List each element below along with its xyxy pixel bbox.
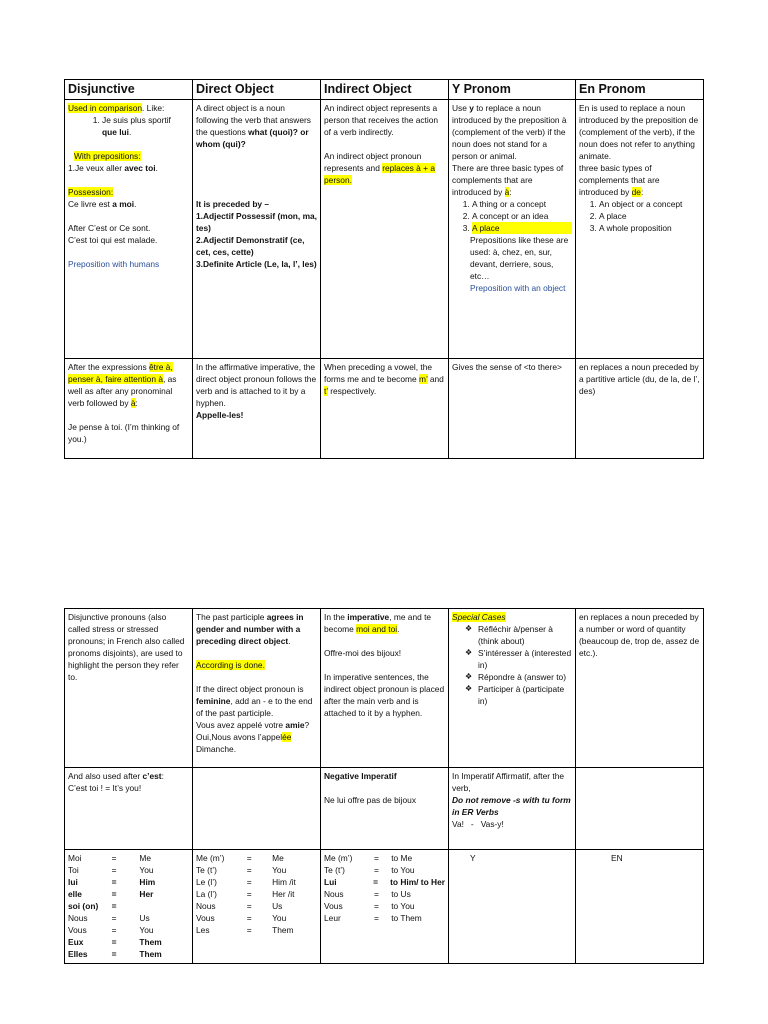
pronoun-row — [68, 948, 189, 960]
list-item: 1. Je suis plus sportif que lui. — [102, 114, 189, 138]
pronoun-fr: Elles — [68, 949, 88, 959]
cell-direct-object-imperative: In the affirmative imperative, the direct object pronoun follows the verb and is attached to it by a hyphen. Appelle-les! — [193, 359, 321, 459]
equals-sign: = — [111, 949, 117, 959]
pronoun-row — [68, 912, 189, 924]
highlight-text: replaces à + a person. — [324, 163, 436, 185]
pronoun-en: Her — [139, 889, 154, 899]
highlight-text: With prepositions: — [74, 151, 141, 161]
preposition-object-note: Preposition with an object — [470, 283, 566, 293]
pronoun-fr: Nous — [68, 913, 88, 923]
list-item: 2. A concept or an idea — [472, 210, 572, 222]
equals-sign: = — [111, 853, 117, 863]
pronoun-en: to Me — [391, 853, 413, 863]
highlight-text: Possession: — [68, 187, 114, 197]
cell-y-pronom-special-cases — [449, 609, 576, 768]
header-direct-object: Direct Object — [193, 80, 321, 100]
pronoun-row — [68, 876, 189, 888]
pronoun-en: Them — [272, 925, 294, 935]
equals-sign: = — [373, 901, 379, 911]
pronoun-en: Me — [272, 853, 284, 863]
cell-direct-pronoun-list — [193, 850, 321, 964]
pronoun-row — [196, 924, 317, 936]
list-item: 3. A place — [472, 222, 572, 234]
example-list — [68, 114, 189, 138]
pronoun-table-2 — [64, 608, 704, 964]
pronoun-fr: Toi — [68, 865, 79, 875]
cell-y-imperatif-affirmatif: In Imperatif Affirmatif, after the verb, Do not remove -s with tu form in ER Verbs Va! - Vas-y! — [449, 768, 576, 850]
equals-sign: = — [246, 913, 252, 923]
pronoun-fr: Eux — [68, 937, 84, 947]
equals-sign: = — [246, 865, 252, 875]
table-row — [65, 850, 704, 964]
cell-direct-object-definition: A direct object is a noun following the verb that answers the questions what (quoi)? or whom (qui)? It is preceded by – 1.Adjectif Possessif (mon, ma, tes) 2.Adjectif Demonstratif (ce, cet, ces, cette) 3.Definite Article (Le, la, l’, les) — [193, 100, 321, 359]
equals-sign: = — [246, 925, 252, 935]
equals-sign: = — [111, 913, 117, 923]
list-item: ❖ Réfléchir à/penser à (think about) — [478, 623, 572, 647]
pronoun-fr: Leur — [324, 913, 341, 923]
pronoun-en: You — [139, 865, 154, 875]
equals-sign: = — [111, 877, 117, 887]
pronoun-en: Him — [139, 877, 156, 887]
pronoun-row — [196, 888, 317, 900]
list-item: 1. An object or a concept — [599, 198, 700, 210]
equals-sign: = — [111, 901, 117, 911]
cell-y-pronom-sense: Gives the sense of <to there> — [449, 359, 576, 459]
cell-disjunctive-usage: Used in comparison. Like: 1. Je suis plus sportif que lui. With prepositions: 1.Je veux aller avec toi. Possession: Ce livre est a moi. After C’est or Ce sont. C’est toi qui est malade. Preposition with humans — [65, 100, 193, 359]
pronoun-fr: lui — [68, 877, 78, 887]
pronoun-fr: Le (l’) — [196, 877, 217, 887]
equals-sign: = — [373, 877, 378, 887]
pronoun-fr: Me (m’) — [196, 853, 225, 863]
pronoun-row — [68, 888, 189, 900]
list-item: ❖ Participer à (participate in) — [478, 683, 572, 707]
cell-y-pronom-definition: Use y to replace a noun introduced by the preposition à (complement of the verb) if the noun does not stand for a person or animal. There are three basic types of complements that are introduced by à: 1. A thing or a concept 2. A concept or an idea 3. A place Prepositions like these are used: à, chez, en, sur, devant, derriere, sous, etc… Preposition with an object — [449, 100, 576, 359]
pronoun-row — [196, 912, 317, 924]
pronoun-fr: Lui — [324, 877, 337, 887]
pronoun-table-1 — [64, 79, 704, 459]
pronoun-row — [196, 852, 317, 864]
pronoun-fr: Vous — [324, 901, 343, 911]
pronoun-fr: Moi — [68, 853, 82, 863]
equals-sign: = — [111, 925, 117, 935]
pronoun-row — [68, 852, 189, 864]
cell-y-label: Y — [449, 850, 576, 964]
pronoun-fr: Vous — [68, 925, 87, 935]
pronoun-row — [324, 900, 445, 912]
pronoun-en: to Us — [391, 889, 411, 899]
preposition-humans-note: Preposition with humans — [68, 259, 160, 269]
header-indirect-object: Indirect Object — [321, 80, 449, 100]
list-item: 1. A thing or a concept — [472, 198, 572, 210]
pronoun-row — [324, 852, 445, 864]
cell-disjunctive-cest: And also used after c’est: C’est toi ! = It’s you! — [65, 768, 193, 850]
cell-en-pronom-partitive: en replaces a noun preceded by a partitive article (du, de la, de l’, des) — [576, 359, 704, 459]
pronoun-en: Them — [139, 937, 162, 947]
pronoun-fr: La (l’) — [196, 889, 217, 899]
equals-sign: = — [373, 865, 379, 875]
table-row — [65, 609, 704, 768]
cell-empty — [576, 768, 704, 850]
complement-list — [452, 198, 572, 234]
table-row — [65, 100, 704, 359]
list-item: 2. A place — [599, 210, 700, 222]
equals-sign: = — [246, 853, 252, 863]
pronoun-en: to Him/ to Her — [390, 877, 445, 887]
cell-direct-object-agreement: The past participle agrees in gender and number with a preceding direct object. According is done. If the direct object pronoun is feminine, add an - e to the end of the past participle. Vous avez appelé votre amie? Oui,Nous avons l’appelée Dimanche. — [193, 609, 321, 768]
equals-sign: = — [373, 853, 379, 863]
equals-sign: = — [246, 901, 252, 911]
header-row — [65, 80, 704, 100]
pronoun-en: Us — [139, 913, 150, 923]
equals-sign: = — [373, 913, 379, 923]
cell-empty — [193, 768, 321, 850]
list-item: ❖ S’intéresser à (interested in) — [478, 647, 572, 671]
pronoun-en: Us — [272, 901, 283, 911]
pronoun-row — [324, 888, 445, 900]
pronoun-fr: elle — [68, 889, 82, 899]
cell-disjunctive-description: Disjunctive pronouns (also called stress or stressed pronouns; in French also called pronoms disjoints), are used to highlight the person they refer to. — [65, 609, 193, 768]
pronoun-en: to You — [391, 901, 415, 911]
list-item: ❖ Répondre à (answer to) — [478, 671, 572, 683]
pronoun-fr: Te (t’) — [324, 865, 345, 875]
pronoun-en: to You — [391, 865, 415, 875]
cell-disjunctive-pronoun-list — [65, 850, 193, 964]
highlight-text: Used in comparison — [68, 103, 143, 113]
header-y-pronom: Y Pronom — [449, 80, 576, 100]
pronoun-row — [68, 900, 189, 912]
pronoun-fr: Nous — [324, 889, 344, 899]
pronoun-en: You — [272, 913, 287, 923]
pronoun-row — [196, 864, 317, 876]
pronoun-en: Him /it — [272, 877, 296, 887]
cell-indirect-object-imperative: In the imperative, me and te become moi and toi. Offre-moi des bijoux! In imperative sentences, the indirect object pronoun is placed after the main verb and is attached to it by a hyphen. — [321, 609, 449, 768]
cell-negative-imperatif: Negative Imperatif Ne lui offre pas de bijoux — [321, 768, 449, 850]
cell-en-pronom-quantity: en replaces a noun preceded by a number or word of quantity (beaucoup de, trop de, assez de etc.). — [576, 609, 704, 768]
equals-sign: = — [111, 937, 117, 947]
pronoun-fr: Te (t’) — [196, 865, 217, 875]
pronoun-fr: Me (m’) — [324, 853, 353, 863]
cell-en-pronom-definition: En is used to replace a noun introduced by the preposition de (complement of the verb), if the noun does not refer to anything animate. three basic types of complements that are introduced by de: 1. An object or a concept 2. A place 3. A whole proposition — [576, 100, 704, 359]
header-en-pronom: En Pronom — [576, 80, 704, 100]
cell-indirect-object-vowel: When preceding a vowel, the forms me and te become m’ and t’ respectively. — [321, 359, 449, 459]
pronoun-fr: soi (on) — [68, 901, 99, 911]
cell-disjunctive-expressions: After the expressions être à, penser à, faire attention à, as well as after any pronominal verb followed by à: Je pense à toi. (I’m thinking of you.) — [65, 359, 193, 459]
pronoun-en: Me — [139, 853, 152, 863]
equals-sign: = — [246, 877, 252, 887]
pronoun-en: Her /it — [272, 889, 295, 899]
pronoun-en: to Them — [391, 913, 422, 923]
table-row — [65, 359, 704, 459]
pronoun-row — [68, 924, 189, 936]
special-cases-list — [452, 623, 572, 707]
cell-indirect-object-definition: An indirect object represents a person that receives the action of a verb indirectly. An indirect object pronoun represents and replaces à + a person. — [321, 100, 449, 359]
highlight-text: Special Cases — [452, 612, 506, 622]
equals-sign: = — [111, 865, 117, 875]
pronoun-fr: Vous — [196, 913, 215, 923]
pronoun-row — [68, 936, 189, 948]
complement-list — [579, 198, 700, 234]
pronoun-row — [324, 876, 445, 888]
pronoun-en — [139, 900, 189, 912]
pronoun-row — [196, 876, 317, 888]
equals-sign: = — [246, 889, 252, 899]
list-item: 3. A whole proposition — [599, 222, 700, 234]
highlight-text: According is done. — [196, 660, 265, 670]
cest-example: C’est toi qui est malade. — [68, 235, 158, 245]
cell-en-label: EN — [576, 850, 704, 964]
pronoun-row — [68, 864, 189, 876]
equals-sign: = — [111, 889, 117, 899]
pronoun-fr: Nous — [196, 901, 216, 911]
table-row — [65, 768, 704, 850]
pronoun-en: You — [139, 925, 154, 935]
pronoun-en: Them — [139, 949, 162, 959]
cell-indirect-pronoun-list — [321, 850, 449, 964]
pronoun-row — [196, 900, 317, 912]
pronoun-fr: Les — [196, 925, 210, 935]
pronoun-en: You — [272, 865, 287, 875]
pronoun-row — [324, 864, 445, 876]
header-disjunctive: Disjunctive — [65, 80, 193, 100]
equals-sign: = — [373, 889, 379, 899]
pronoun-row — [324, 912, 445, 924]
after-cest-text: After C’est or Ce sont. — [68, 223, 151, 233]
